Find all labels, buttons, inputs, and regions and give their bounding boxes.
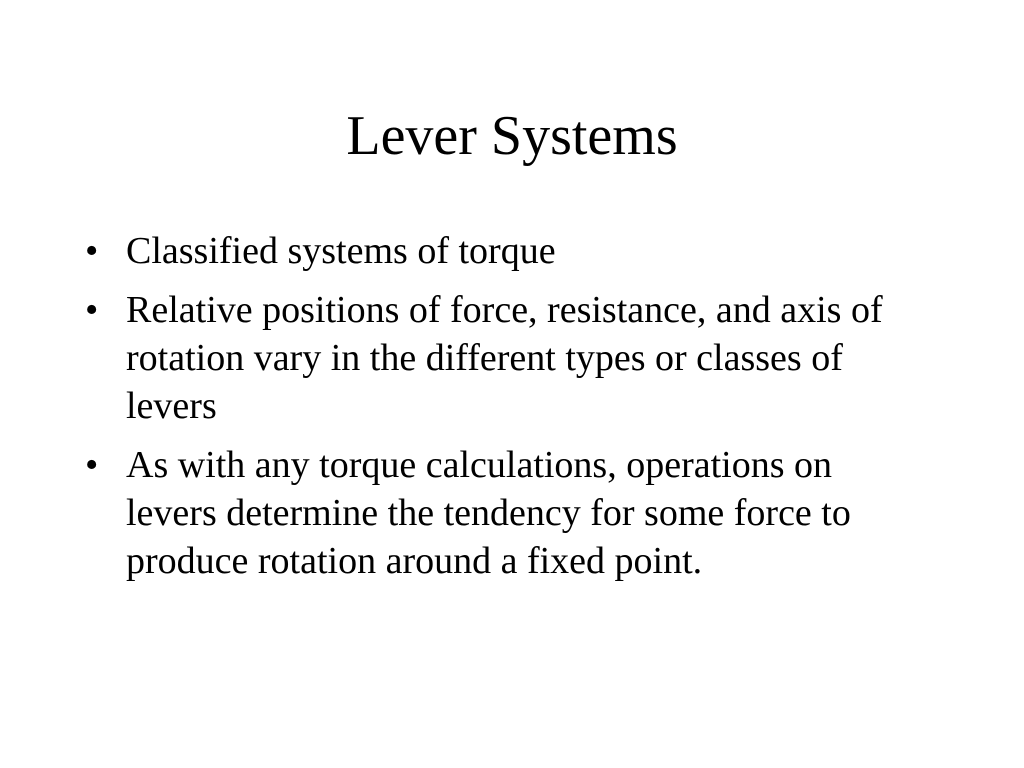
bullet-item <box>85 286 936 430</box>
bullet-item <box>85 227 926 275</box>
slide-title: Lever Systems <box>346 105 678 167</box>
bullet-item <box>85 441 921 585</box>
bullet-text: Classified systems of torque <box>126 230 556 272</box>
bullet-text: As with any torque calculations, operations on levers determine the tendency for some force to produce rotation around a fixed point. <box>126 444 851 582</box>
bullet-icon: • <box>85 444 99 486</box>
bullet-text: Relative positions of force, resistance, and axis of rotation vary in the different types or classes of levers <box>126 289 883 427</box>
bullet-icon: • <box>85 289 99 331</box>
bullet-icon: • <box>85 230 99 272</box>
bullet-list <box>85 227 945 596</box>
